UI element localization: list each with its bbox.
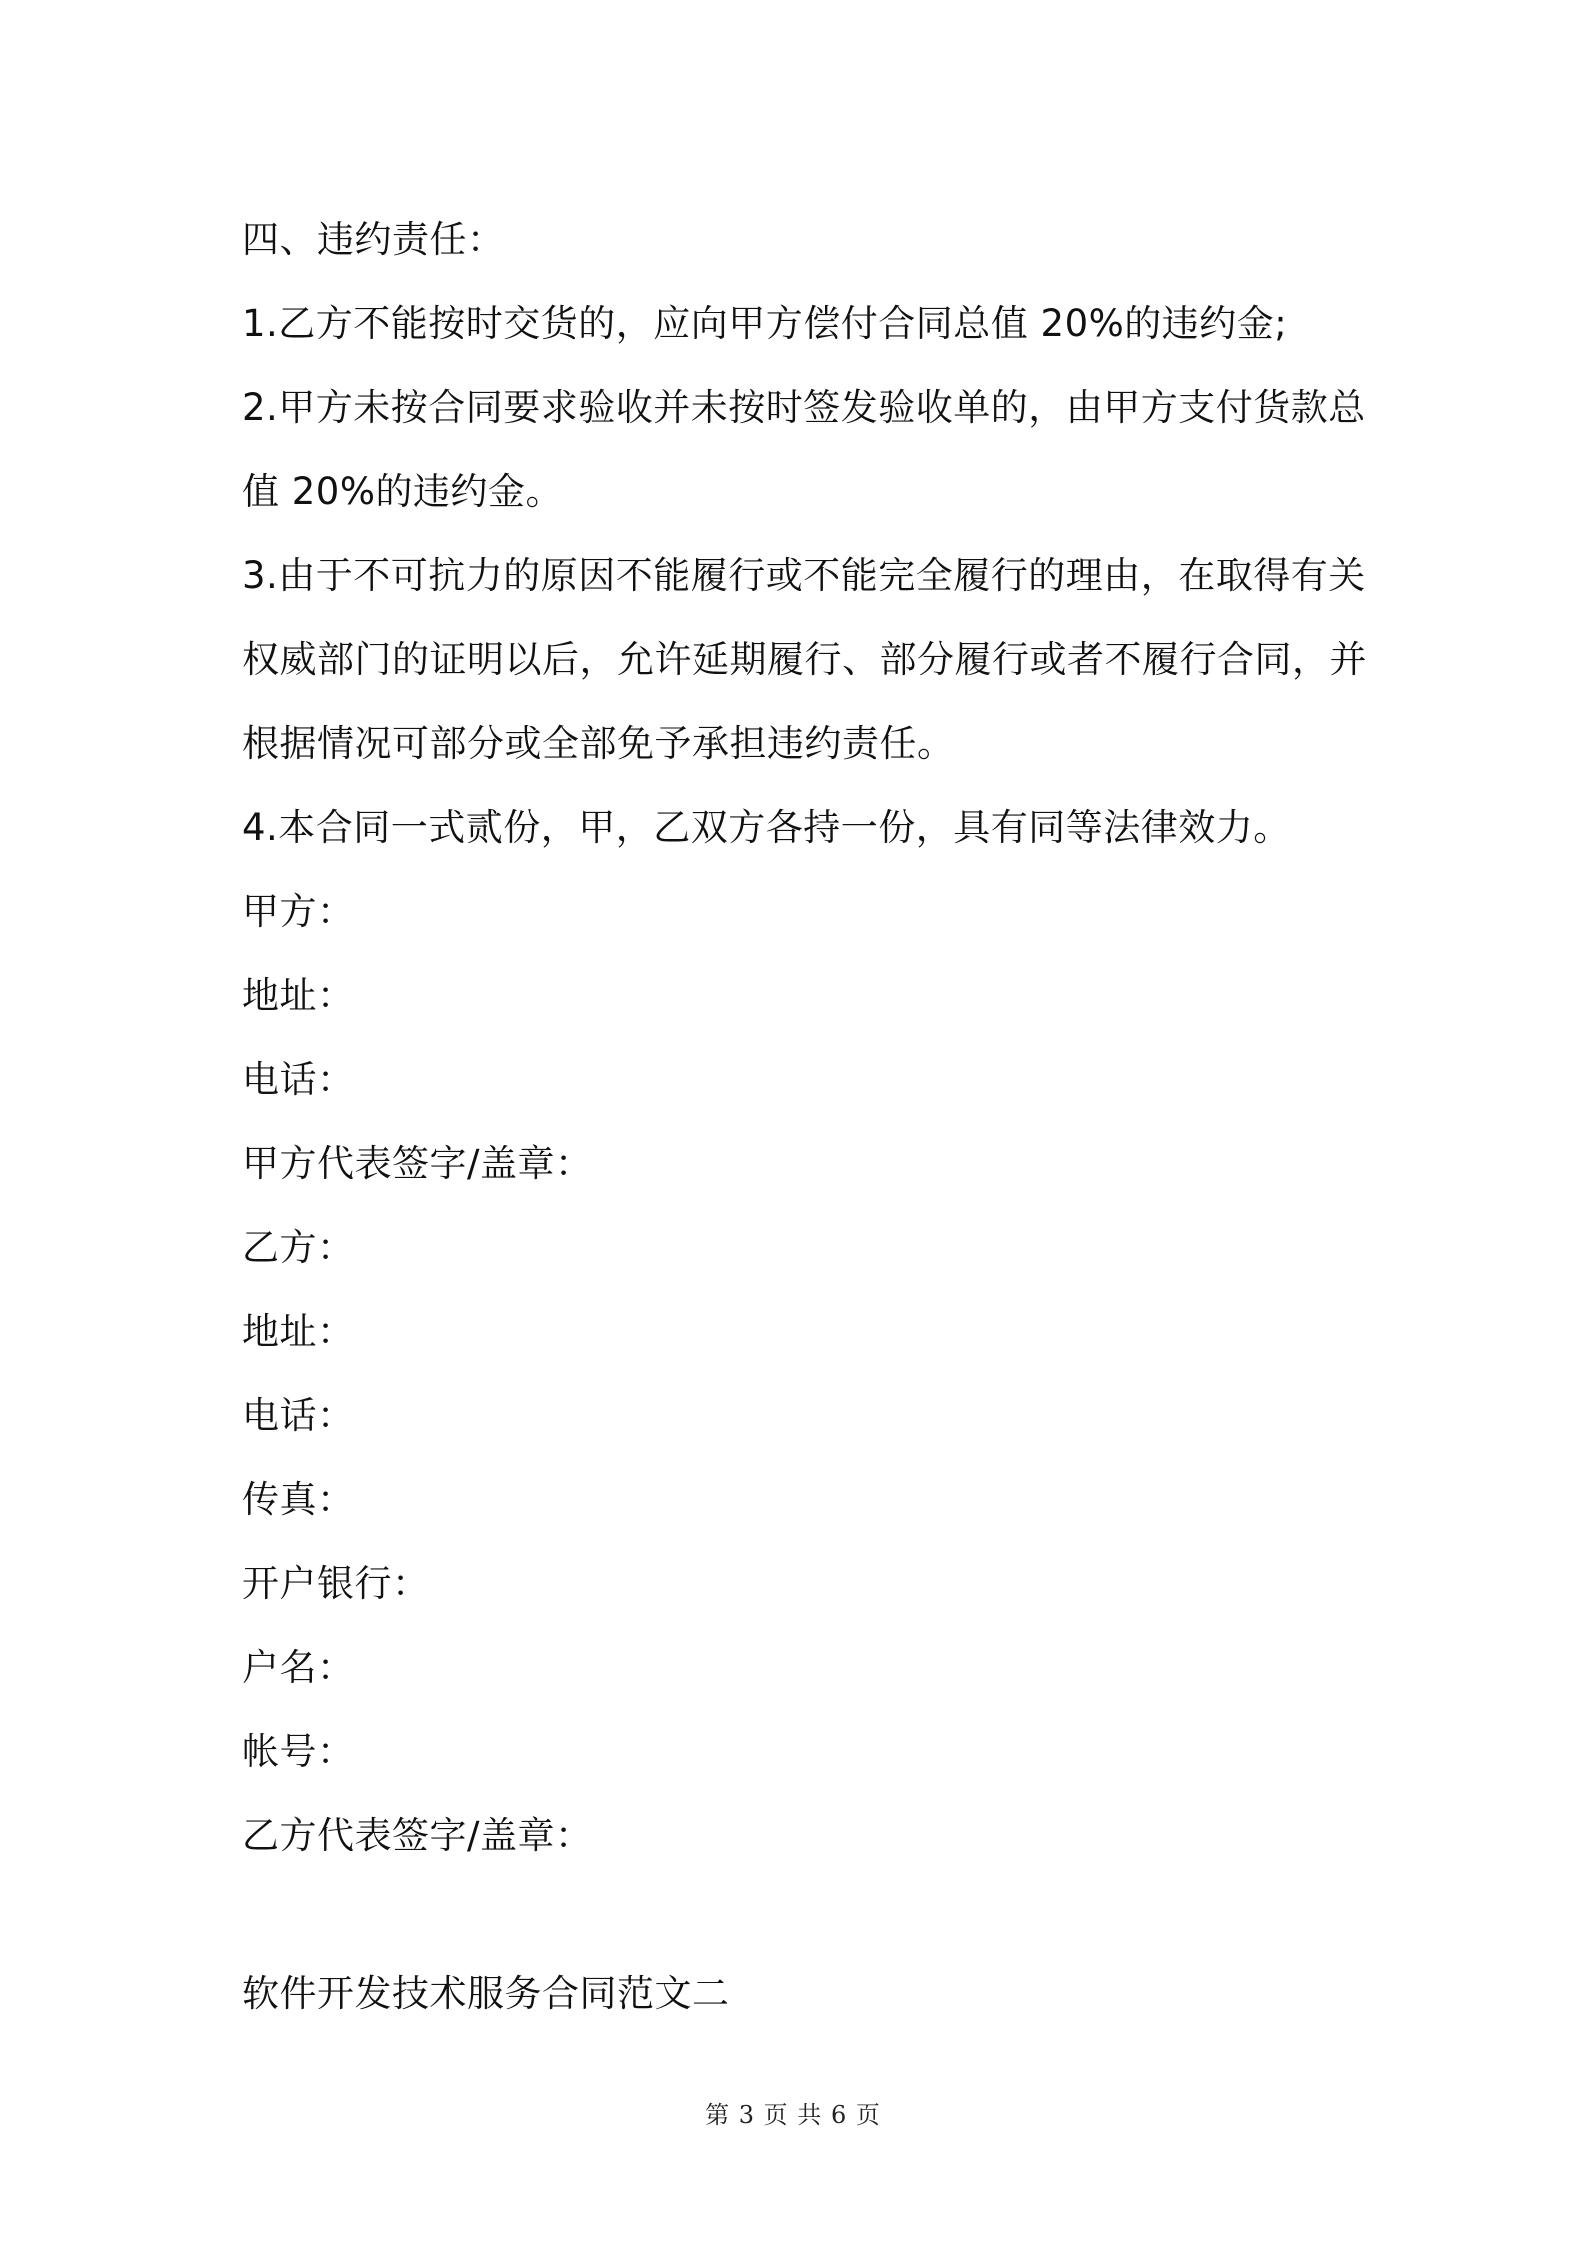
clause-3-line-1: 3.由于不可抗力的原因不能履行或不能完全履行的理由，在取得有关 — [242, 554, 1366, 597]
party-b-account-number-label: 帐号： — [242, 1730, 355, 1773]
clause-3-line-3: 根据情况可部分或全部免予承担违约责任。 — [242, 722, 955, 765]
party-b-bank-label: 开户银行： — [242, 1562, 430, 1605]
clause-4: 4.本合同一式贰份，甲，乙双方各持一份，具有同等法律效力。 — [242, 806, 1291, 849]
next-contract-title: 软件开发技术服务合同范文二 — [242, 1972, 730, 2015]
party-b-phone-label: 电话： — [242, 1394, 355, 1437]
party-a-phone-label: 电话： — [242, 1058, 355, 1101]
page-number-footer: 第 3 页 共 6 页 — [705, 2101, 881, 2129]
clause-3-line-2: 权威部门的证明以后，允许延期履行、部分履行或者不履行合同，并 — [242, 638, 1367, 681]
clause-2-line-1: 2.甲方未按合同要求验收并未按时签发验收单的，由甲方支付货款总 — [242, 386, 1366, 429]
party-b-account-name-label: 户名： — [242, 1646, 355, 1689]
party-a-address-label: 地址： — [242, 974, 355, 1017]
clause-2-line-2: 值 20%的违约金。 — [242, 470, 563, 513]
party-b-fax-label: 传真： — [242, 1478, 355, 1521]
section-spacer — [242, 1878, 1362, 1952]
clause-1: 1.乙方不能按时交货的，应向甲方偿付合同总值 20%的违约金; — [242, 302, 1288, 345]
party-b-address-label: 地址： — [242, 1310, 355, 1353]
section-heading-breach-liability: 四、违约责任： — [242, 218, 505, 261]
party-a-label: 甲方： — [242, 890, 355, 933]
party-b-label: 乙方： — [242, 1226, 355, 1269]
document-body — [242, 198, 1367, 2036]
party-b-signature-label: 乙方代表签字/盖章： — [242, 1814, 593, 1857]
party-a-signature-label: 甲方代表签字/盖章： — [242, 1142, 593, 1185]
